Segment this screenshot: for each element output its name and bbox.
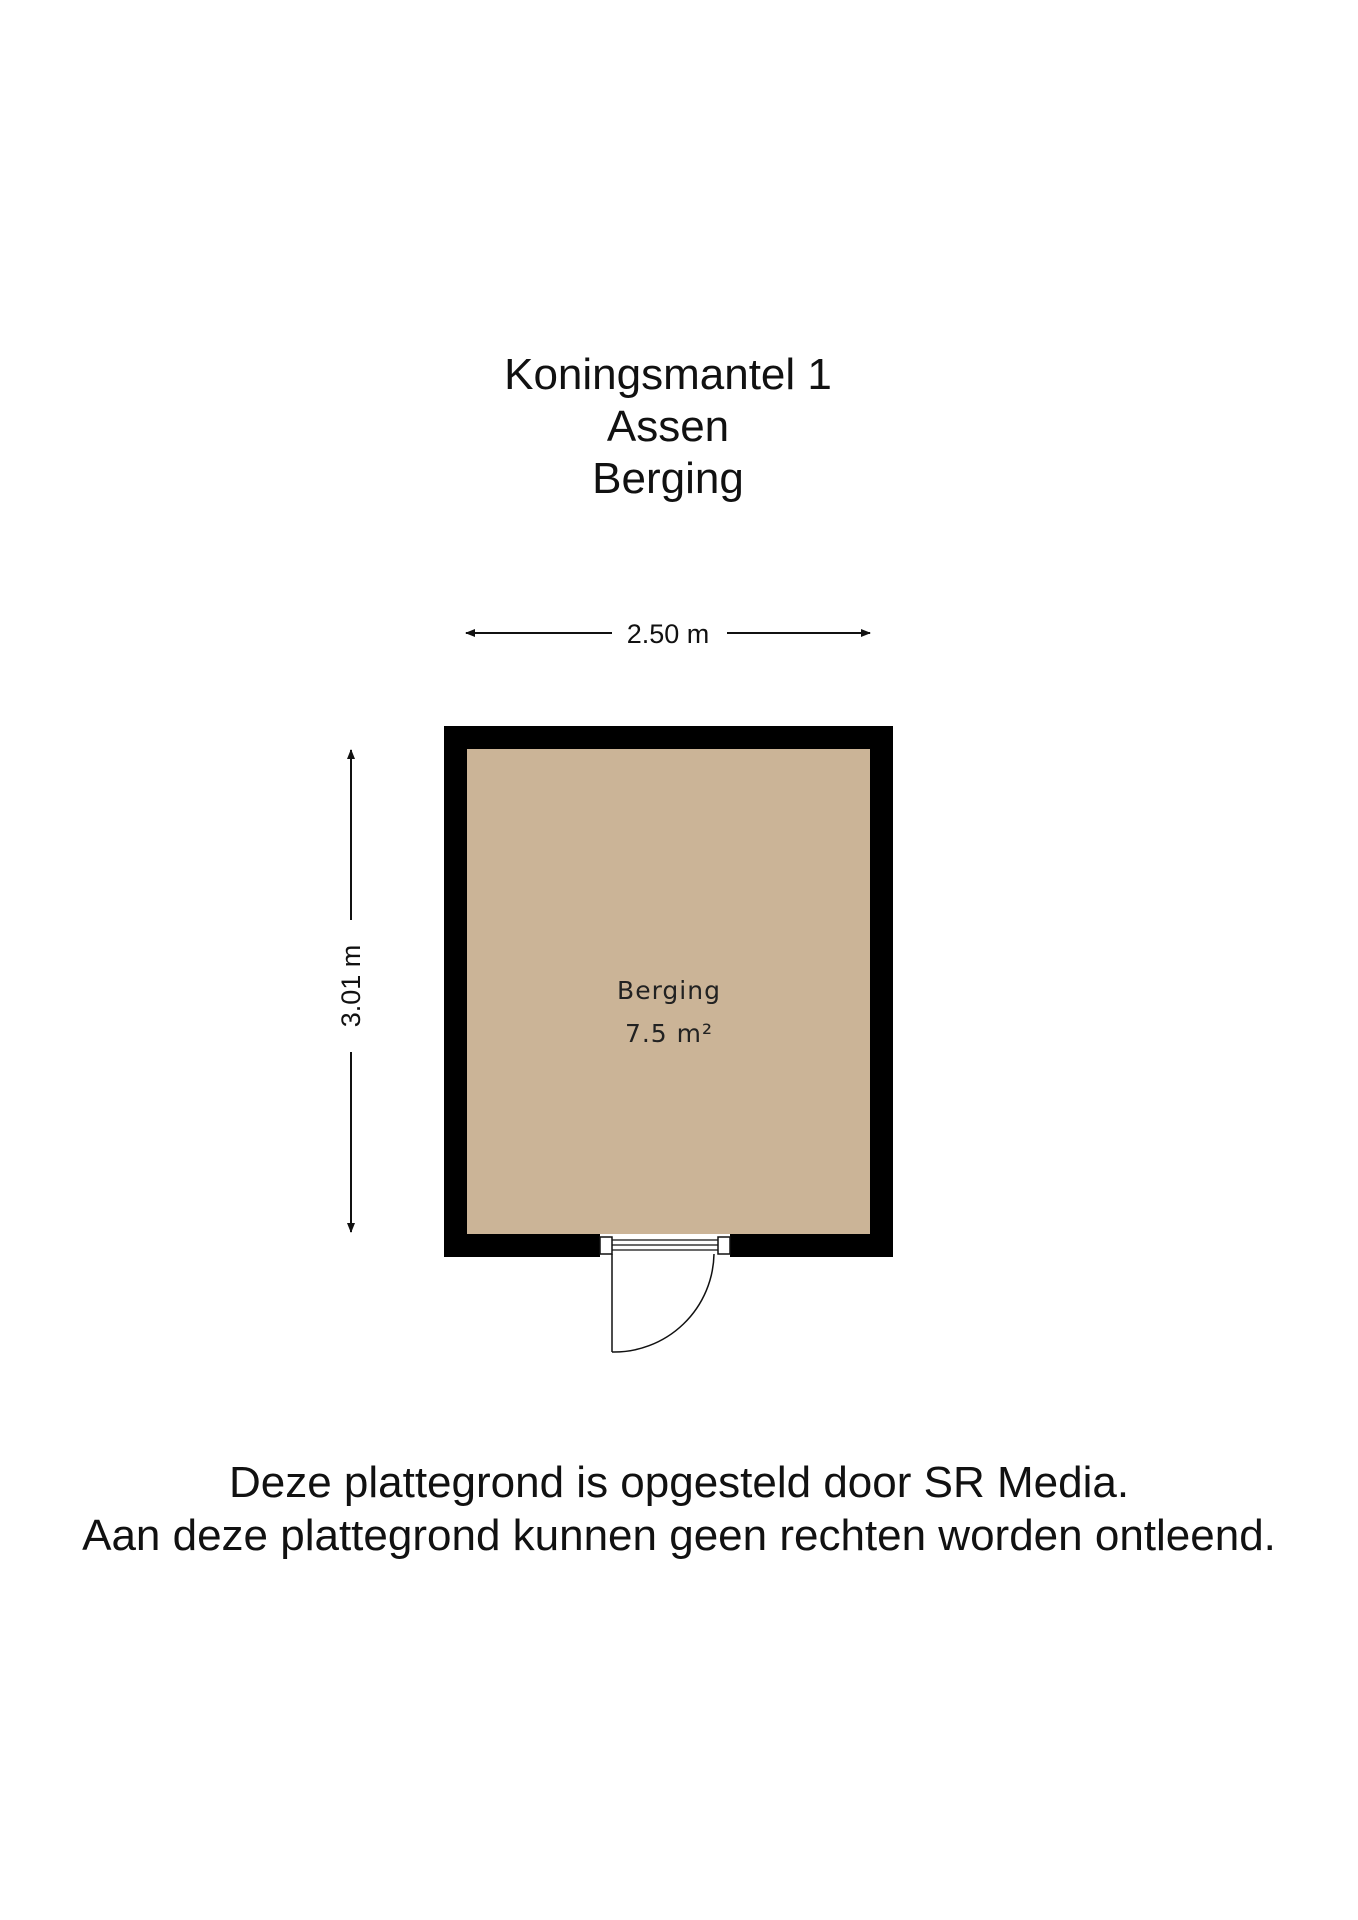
door-frame-left xyxy=(600,1237,612,1254)
room-area-label: 7.5 m² xyxy=(624,1019,714,1048)
door-swing-arc xyxy=(612,1254,714,1352)
disclaimer-line-2: Aan deze plattegrond kunnen geen rechten worden ontleend. xyxy=(82,1511,1276,1560)
width-dimension-label: 2.50 m xyxy=(626,619,710,649)
disclaimer-line-1: Deze plattegrond is opgesteld door SR Media. xyxy=(228,1458,1130,1507)
room-berging xyxy=(444,726,893,1352)
address-title: Koningsmantel 1 xyxy=(504,350,832,399)
room-name-label: Berging xyxy=(617,976,721,1005)
width-dimension xyxy=(466,619,870,649)
city-title: Assen xyxy=(606,402,730,451)
door-frame-right xyxy=(718,1237,730,1254)
floor-title: Berging xyxy=(592,454,744,503)
height-dimension xyxy=(336,750,366,1232)
disclaimer xyxy=(0,1456,1358,1562)
height-dimension-label: 3.01 m xyxy=(336,944,366,1028)
